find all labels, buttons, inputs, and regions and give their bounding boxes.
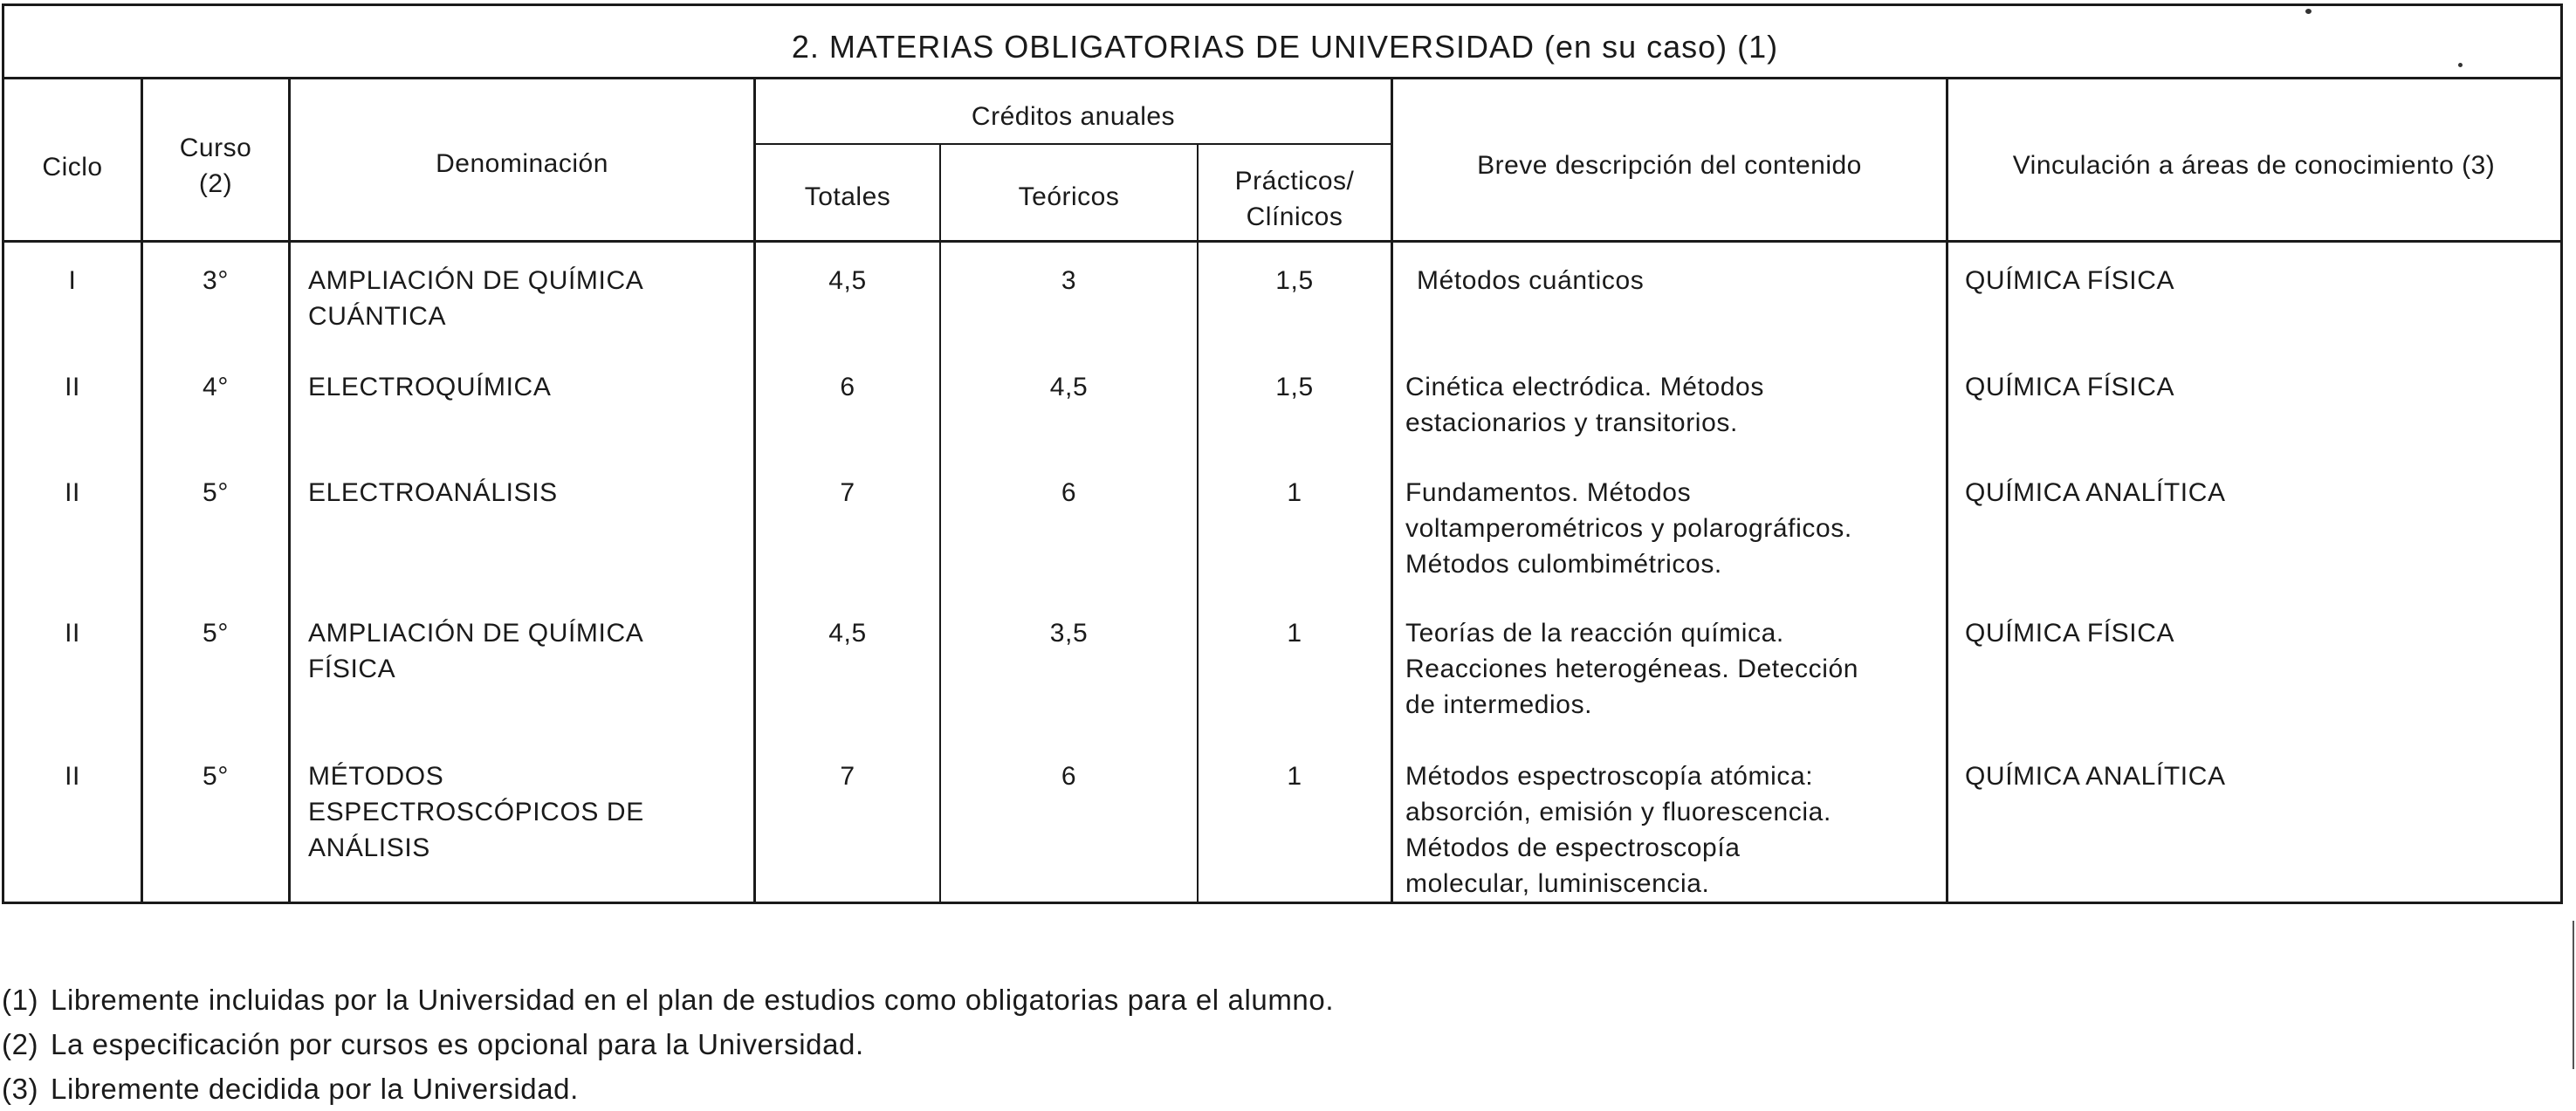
scan-speck <box>2458 63 2463 67</box>
row-1-descripcion: Métodos cuánticos <box>1417 266 1645 295</box>
col-divider-7 <box>1946 79 1948 902</box>
header-ciclo: Ciclo <box>42 153 103 182</box>
header-denominacion: Denominación <box>436 149 608 178</box>
row-5-descripcion: Métodos espectroscopía atómica: absorción, emisión y fluorescencia. Métodos de espectroscopía molecular, luminiscencia. <box>1405 762 1831 898</box>
row-4-totales: 4,5 <box>828 619 867 648</box>
footnote-2-text: La especificación por cursos es opcional para la Universidad. <box>51 1028 864 1060</box>
row-2-teoricos: 4,5 <box>1049 373 1089 401</box>
row-3-practicos: 1 <box>1287 478 1302 507</box>
scan-speck <box>2305 9 2312 14</box>
row-4-ciclo: II <box>65 619 80 648</box>
col-divider-2 <box>288 79 291 902</box>
row-1-teoricos: 3 <box>1061 266 1077 295</box>
row-3-ciclo: II <box>65 478 80 507</box>
header-totales: Totales <box>804 182 891 211</box>
row-4-descripcion: Teorías de la reacción química. Reacciones heterogéneas. Detección de intermedios. <box>1405 619 1859 719</box>
row-2-vinculacion: QUÍMICA FÍSICA <box>1965 373 2175 401</box>
row-1-practicos: 1,5 <box>1275 266 1314 295</box>
row-2-totales: 6 <box>840 373 855 401</box>
row-1-denominacion: AMPLIACIÓN DE QUÍMICA CUÁNTICA <box>308 266 644 331</box>
row-2-ciclo: II <box>65 373 80 401</box>
title-divider <box>4 77 2560 79</box>
col-divider-6 <box>1391 79 1393 902</box>
scan-speck <box>2573 921 2574 1069</box>
row-1-vinculacion: QUÍMICA FÍSICA <box>1965 266 2175 295</box>
row-1-totales: 4,5 <box>828 266 867 295</box>
header-creditos-anuales: Créditos anuales <box>971 102 1176 131</box>
row-1-ciclo: I <box>68 266 77 295</box>
footnote-3 <box>2 1066 1334 1111</box>
row-5-teoricos: 6 <box>1061 762 1077 791</box>
footnote-3-number: (3) <box>2 1073 39 1105</box>
row-3-descripcion: Fundamentos. Métodos voltamperométricos y polarográficos. Métodos culombimétricos. <box>1405 478 1852 579</box>
row-3-curso: 5° <box>203 478 229 507</box>
row-4-vinculacion: QUÍMICA FÍSICA <box>1965 619 2175 648</box>
materias-table <box>2 3 2563 904</box>
header-descripcion: Breve descripción del contenido <box>1477 151 1862 180</box>
row-5-vinculacion: QUÍMICA ANALÍTICA <box>1965 762 2226 791</box>
row-3-totales: 7 <box>840 478 855 507</box>
footnote-1-number: (1) <box>2 984 39 1016</box>
header-teoricos: Teóricos <box>1018 182 1120 211</box>
row-5-denominacion: MÉTODOS ESPECTROSCÓPICOS DE ANÁLISIS <box>308 762 644 862</box>
row-3-vinculacion: QUÍMICA ANALÍTICA <box>1965 478 2226 507</box>
row-2-curso: 4° <box>203 373 229 401</box>
row-5-ciclo: II <box>65 762 80 791</box>
row-5-totales: 7 <box>840 762 855 791</box>
row-2-descripcion: Cinética electródica. Métodos estacionarios y transitorios. <box>1405 373 1764 437</box>
row-5-practicos: 1 <box>1287 762 1302 791</box>
footnotes <box>2 977 1334 1111</box>
header-divider <box>4 240 2560 243</box>
header-curso: Curso (2) <box>179 134 252 198</box>
row-4-practicos: 1 <box>1287 619 1302 648</box>
row-2-denominacion: ELECTROQUÍMICA <box>308 373 552 401</box>
row-3-teoricos: 6 <box>1061 478 1077 507</box>
row-2-practicos: 1,5 <box>1275 373 1314 401</box>
table-title: 2. MATERIAS OBLIGATORIAS DE UNIVERSIDAD (en su caso) (1) <box>791 29 1779 65</box>
header-practicos: Prácticos/ Clínicos <box>1234 167 1355 231</box>
row-5-curso: 5° <box>203 762 229 791</box>
creditos-divider <box>756 143 1391 145</box>
row-4-denominacion: AMPLIACIÓN DE QUÍMICA FÍSICA <box>308 619 644 683</box>
footnote-1 <box>2 977 1334 1022</box>
row-3-denominacion: ELECTROANÁLISIS <box>308 478 558 507</box>
row-4-teoricos: 3,5 <box>1049 619 1089 648</box>
row-1-curso: 3° <box>203 266 229 295</box>
header-vinculacion: Vinculación a áreas de conocimiento (3) <box>2012 151 2496 180</box>
row-4-curso: 5° <box>203 619 229 648</box>
footnote-3-text: Libremente decidida por la Universidad. <box>51 1073 579 1105</box>
footnote-2-number: (2) <box>2 1028 39 1060</box>
footnote-2 <box>2 1022 1334 1066</box>
footnote-1-text: Libremente incluidas por la Universidad en el plan de estudios como obligatorias para el alumno. <box>51 984 1335 1016</box>
